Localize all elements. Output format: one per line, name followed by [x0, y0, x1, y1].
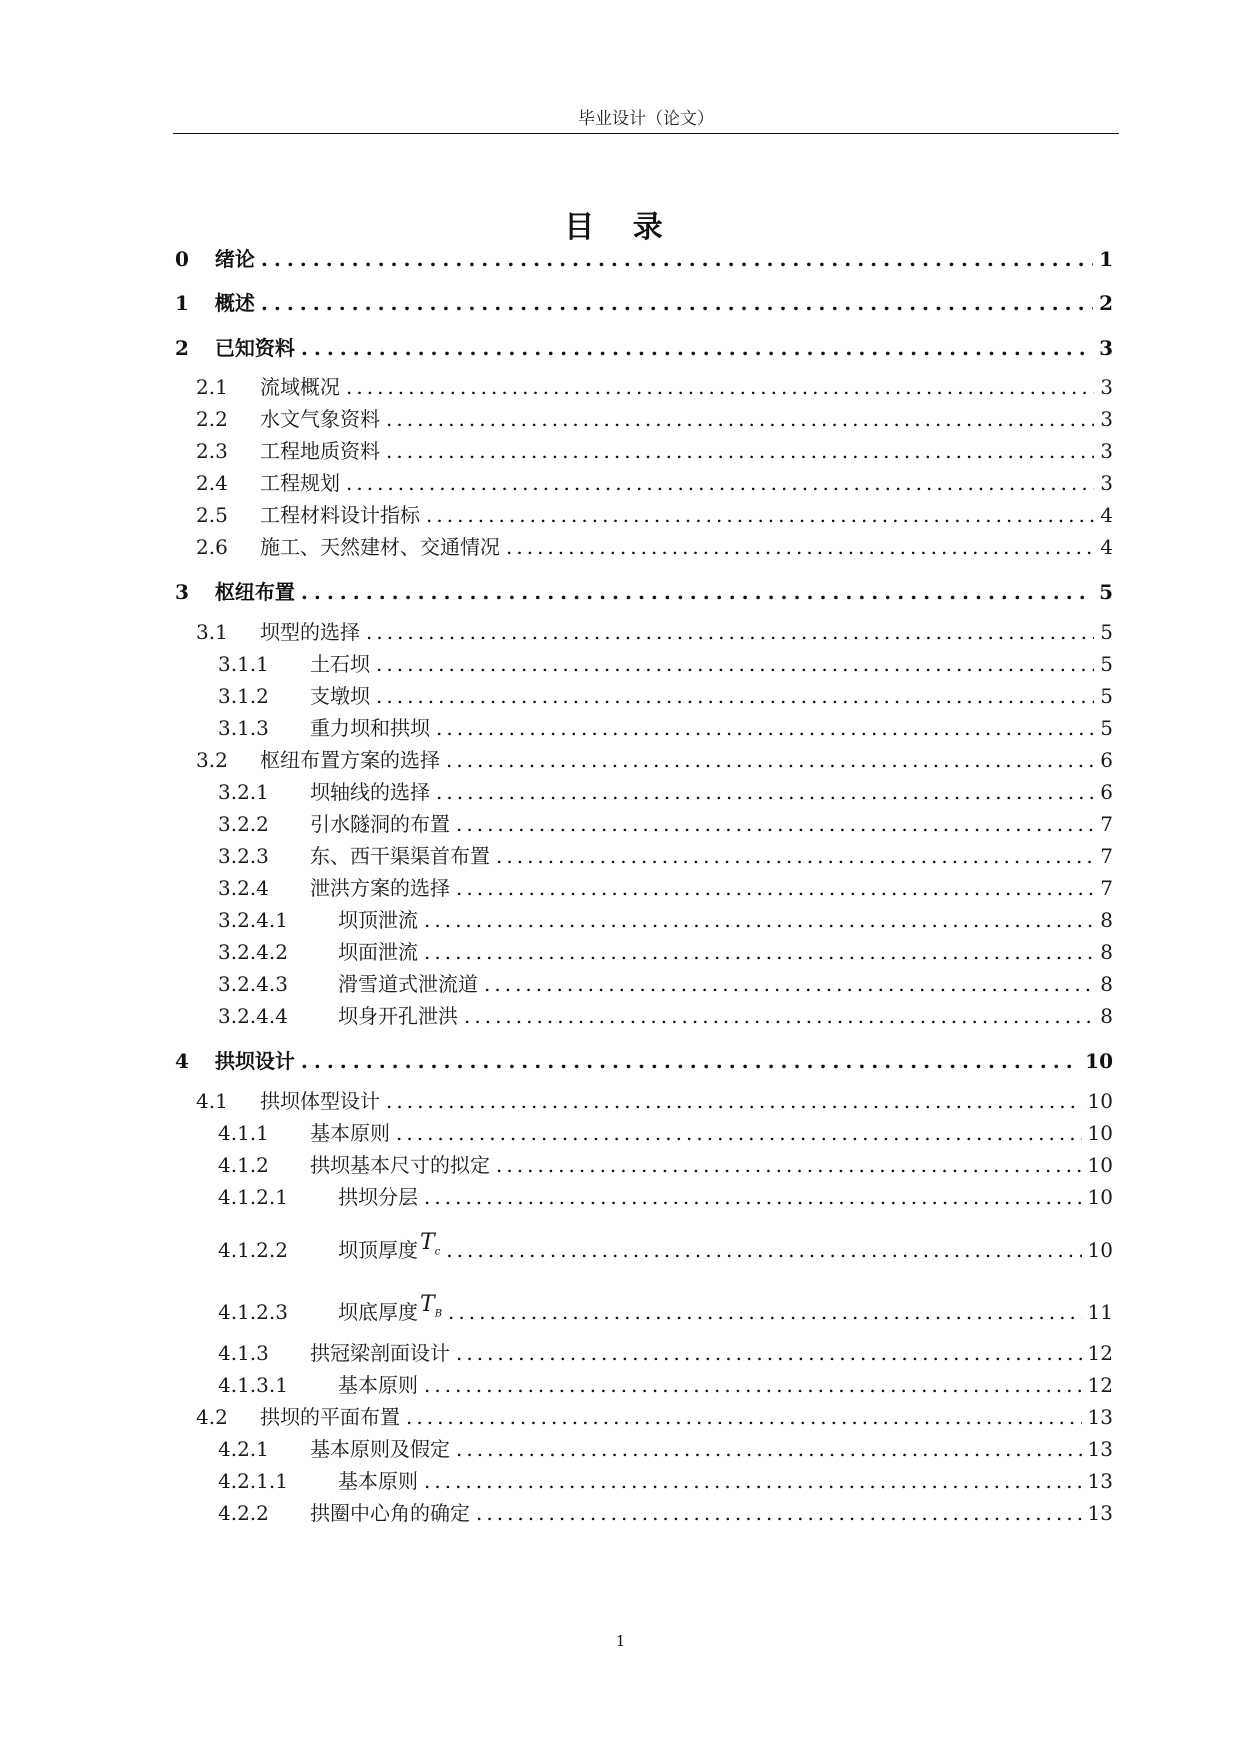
- toc-entry[interactable]: [196, 435, 1113, 464]
- toc-dot-leader: [396, 1121, 1082, 1145]
- toc-dot-leader: [261, 291, 1093, 315]
- toc-entry-page: 2: [1099, 291, 1113, 315]
- toc-dot-leader: [386, 439, 1094, 463]
- toc-dot-leader: [424, 1373, 1082, 1397]
- toc-entry-number: 4: [175, 1049, 189, 1073]
- toc-entry-label: 东、西干渠渠首布置: [310, 844, 490, 868]
- toc-dot-leader: [406, 1405, 1082, 1429]
- toc-entry[interactable]: [175, 576, 1113, 605]
- toc-entry-number: 2: [175, 336, 189, 360]
- toc-entry-number: 4.1.1: [218, 1121, 269, 1145]
- toc-entry-number: 3.2.4.2: [218, 940, 288, 964]
- toc-entry-number: 3.2.4.1: [218, 908, 288, 932]
- toc-entry-page: 10: [1087, 1089, 1113, 1113]
- toc-dot-leader: [446, 1238, 1081, 1262]
- toc-entry-label: 工程地质资料: [260, 439, 380, 463]
- toc-entry[interactable]: [218, 1000, 1113, 1029]
- toc-entry-number: 4.1.2.2: [218, 1238, 288, 1262]
- toc-entry-page: 3: [1100, 407, 1113, 431]
- toc-entry-page: 8: [1100, 940, 1113, 964]
- toc-entry-page: 13: [1087, 1501, 1113, 1525]
- toc-entry-number: 3.2.1: [218, 780, 269, 804]
- toc-entry-label: 坝身开孔泄洪: [338, 1004, 458, 1028]
- toc-dot-leader: [436, 780, 1094, 804]
- toc-entry[interactable]: [196, 1085, 1113, 1114]
- toc-entry-page: 8: [1100, 972, 1113, 996]
- toc-entry-label: 土石坝: [310, 652, 370, 676]
- toc-entry-label: 基本原则及假定: [310, 1437, 450, 1461]
- toc-dot-leader: [424, 1185, 1082, 1209]
- toc-entry-number: 4.1.2.3: [218, 1300, 288, 1324]
- toc-entry[interactable]: [196, 744, 1113, 773]
- toc-entry-number: 4.1.3: [218, 1341, 269, 1365]
- toc-entry-label: 坝面泄流: [338, 940, 418, 964]
- toc-dot-leader: [386, 1089, 1082, 1113]
- toc-entry-label: 工程规划: [260, 471, 340, 495]
- toc-entry-number: 4.2.1: [218, 1437, 269, 1461]
- header-text: 毕业设计（论文）: [578, 109, 714, 129]
- toc-dot-leader: [496, 844, 1094, 868]
- toc-dot-leader: [456, 876, 1094, 900]
- toc-entry[interactable]: [218, 648, 1113, 677]
- toc-entry-label: 绪论: [214, 247, 255, 271]
- toc-entry-page: 10: [1087, 1238, 1113, 1262]
- toc-entry-number: 2.6: [196, 535, 228, 559]
- toc-entry-label: 基本原则: [310, 1121, 390, 1145]
- toc-entry[interactable]: [196, 371, 1113, 400]
- toc-entry[interactable]: [218, 1117, 1113, 1146]
- toc-entry[interactable]: [218, 712, 1113, 741]
- toc-entry-page: 7: [1100, 844, 1113, 868]
- toc-entry-number: 4.2.1.1: [218, 1469, 288, 1493]
- toc-dot-leader: [436, 716, 1094, 740]
- toc-entry-label: 坝底厚度: [338, 1300, 418, 1324]
- toc-entry-number: 4.2: [196, 1405, 228, 1429]
- toc-entry-number: 4.1.3.1: [218, 1373, 288, 1397]
- toc-entry-page: 6: [1100, 748, 1113, 772]
- toc-entry[interactable]: [196, 403, 1113, 432]
- toc-dot-leader: [424, 940, 1094, 964]
- toc-entry-page: 5: [1099, 580, 1113, 604]
- toc-entry-page: 8: [1100, 1004, 1113, 1028]
- header-rule: [173, 133, 1119, 134]
- toc-entry[interactable]: [218, 808, 1113, 837]
- toc-entry-page: 4: [1100, 535, 1113, 559]
- toc-entry-number: 3.2.4.3: [218, 972, 288, 996]
- toc-entry-page: 12: [1087, 1373, 1113, 1397]
- toc-entry[interactable]: [218, 1149, 1113, 1178]
- toc-entry-page: 10: [1087, 1153, 1113, 1177]
- toc-entry-label: 工程材料设计指标: [260, 503, 420, 527]
- toc-entry[interactable]: [175, 1045, 1113, 1074]
- toc-entry-number: 2.5: [196, 503, 228, 527]
- toc-entry[interactable]: [218, 1465, 1113, 1494]
- toc-entry-page: 12: [1087, 1341, 1113, 1365]
- toc-entry-page: 11: [1087, 1300, 1113, 1324]
- toc-entry[interactable]: [196, 499, 1113, 528]
- toc-entry[interactable]: [218, 904, 1113, 933]
- toc-entry-page: 3: [1100, 471, 1113, 495]
- toc-entry-page: 10: [1087, 1121, 1113, 1145]
- toc-dot-leader: [376, 684, 1094, 708]
- toc-entry-page: 5: [1100, 684, 1113, 708]
- toc-entry-page: 3: [1100, 375, 1113, 399]
- toc-entry-number: 3.1.3: [218, 716, 269, 740]
- toc-entry-page: 7: [1100, 876, 1113, 900]
- toc-dot-leader: [506, 535, 1094, 559]
- toc-entry-label: 滑雪道式泄流道: [338, 972, 478, 996]
- toc-entry-number: 1: [175, 291, 189, 315]
- toc-dot-leader: [424, 908, 1094, 932]
- toc-entry[interactable]: [196, 467, 1113, 496]
- toc-dot-leader: [376, 652, 1094, 676]
- toc-dot-leader: [386, 407, 1094, 431]
- page-number: 1: [615, 1632, 626, 1650]
- toc-entry[interactable]: [175, 287, 1113, 316]
- toc-entry[interactable]: [196, 616, 1113, 645]
- toc-entry[interactable]: [218, 840, 1113, 869]
- toc-entry-label: 拱坝设计: [214, 1049, 295, 1073]
- toc-entry[interactable]: [218, 1497, 1113, 1526]
- toc-dot-leader: [476, 1501, 1082, 1525]
- toc-entry-page: 1: [1099, 247, 1113, 271]
- toc-entry[interactable]: [196, 531, 1113, 560]
- toc-dot-leader: [346, 471, 1094, 495]
- toc-entry-symbol: $T_B$: [420, 1292, 443, 1320]
- toc-entry-page: 13: [1087, 1437, 1113, 1461]
- toc-entry-number: 4.1: [196, 1089, 228, 1113]
- toc-entry-label: 坝顶厚度: [338, 1238, 418, 1262]
- toc-entry-number: 3.1.2: [218, 684, 269, 708]
- toc-entry-label: 拱坝基本尺寸的拟定: [310, 1153, 490, 1177]
- toc-entry[interactable]: [218, 1230, 1113, 1265]
- toc-entry-page: 10: [1087, 1185, 1113, 1209]
- toc-entry-number: 3: [175, 580, 189, 604]
- toc-entry-number: 0: [175, 247, 189, 271]
- toc-entry-label: 坝顶泄流: [338, 908, 418, 932]
- toc-entry-label: 重力坝和拱坝: [310, 716, 430, 740]
- toc-entry[interactable]: [218, 1292, 1113, 1327]
- toc-entry[interactable]: [218, 776, 1113, 805]
- toc-entry-number: 3.2.4.4: [218, 1004, 288, 1028]
- toc-entry-page: 7: [1100, 812, 1113, 836]
- toc-entry-number: 4.2.2: [218, 1501, 269, 1525]
- toc-entry-label: 拱冠梁剖面设计: [310, 1341, 450, 1365]
- toc-entry-page: 13: [1087, 1405, 1113, 1429]
- toc-entry-label: 坝型的选择: [260, 620, 360, 644]
- toc-entry-number: 3.2.2: [218, 812, 269, 836]
- toc-dot-leader: [448, 1300, 1082, 1324]
- toc-entry[interactable]: [218, 1369, 1113, 1398]
- toc-entry-label: 支墩坝: [310, 684, 370, 708]
- toc-entry-page: 8: [1100, 908, 1113, 932]
- toc-dot-leader: [426, 503, 1094, 527]
- toc-entry-page: 3: [1099, 336, 1113, 360]
- toc-entry[interactable]: [175, 332, 1113, 361]
- toc-entry-page: 3: [1100, 439, 1113, 463]
- toc-entry-label: 枢纽布置: [214, 580, 295, 604]
- toc-entry-label: 枢纽布置方案的选择: [260, 748, 440, 772]
- toc-dot-leader: [261, 247, 1093, 271]
- toc-dot-leader: [366, 620, 1094, 644]
- toc-entry-number: 3.2.3: [218, 844, 269, 868]
- toc-entry-page: 10: [1085, 1049, 1113, 1073]
- toc-entry-number: 3.2.4: [218, 876, 269, 900]
- toc-entry-label: 已知资料: [214, 336, 295, 360]
- toc-dot-leader: [301, 1049, 1079, 1073]
- toc-dot-leader: [301, 580, 1093, 604]
- toc-entry-number: 2.1: [196, 375, 228, 399]
- toc-dot-leader: [301, 336, 1093, 360]
- toc-entry-label: 拱坝分层: [338, 1185, 418, 1209]
- toc-entry-page: 4: [1100, 503, 1113, 527]
- toc-dot-leader: [456, 1341, 1082, 1365]
- toc-entry[interactable]: [218, 872, 1113, 901]
- toc-entry-label: 拱坝的平面布置: [260, 1405, 400, 1429]
- toc-entry-number: 3.1.1: [218, 652, 269, 676]
- toc-dot-leader: [456, 1437, 1082, 1461]
- toc-entry-number: 3.1: [196, 620, 228, 644]
- toc-entry-label: 基本原则: [338, 1469, 418, 1493]
- toc-entry-number: 4.1.2: [218, 1153, 269, 1177]
- toc-entry[interactable]: [218, 936, 1113, 965]
- toc-entry-page: 5: [1100, 652, 1113, 676]
- toc-entry-page: 5: [1100, 620, 1113, 644]
- toc-dot-leader: [446, 748, 1094, 772]
- toc-entry[interactable]: [196, 1401, 1113, 1430]
- toc-dot-leader: [496, 1153, 1082, 1177]
- toc-entry-number: 3.2: [196, 748, 228, 772]
- toc-entry-number: 2.2: [196, 407, 228, 431]
- toc-entry[interactable]: [175, 243, 1113, 272]
- toc-entry-number: 2.4: [196, 471, 228, 495]
- toc-entry-label: 拱圈中心角的确定: [310, 1501, 470, 1525]
- toc-entry-symbol: $T_c$: [420, 1230, 441, 1258]
- toc-dot-leader: [456, 812, 1094, 836]
- toc-dot-leader: [464, 1004, 1094, 1028]
- toc-entry[interactable]: [218, 680, 1113, 709]
- toc-entry[interactable]: [218, 1181, 1113, 1210]
- toc-entry-label: 引水隧洞的布置: [310, 812, 450, 836]
- toc-entry-label: 水文气象资料: [260, 407, 380, 431]
- toc-entry-page: 5: [1100, 716, 1113, 740]
- toc-entry-label: 流域概况: [260, 375, 340, 399]
- toc-entry-page: 13: [1087, 1469, 1113, 1493]
- toc-dot-leader: [346, 375, 1094, 399]
- toc-entry-label: 坝轴线的选择: [310, 780, 430, 804]
- toc-entry-label: 施工、天然建材、交通情况: [260, 535, 500, 559]
- toc-entry-page: 6: [1100, 780, 1113, 804]
- toc-entry[interactable]: [218, 1433, 1113, 1462]
- toc-entry-label: 泄洪方案的选择: [310, 876, 450, 900]
- toc-entry-label: 基本原则: [338, 1373, 418, 1397]
- toc-entry-label: 概述: [214, 291, 255, 315]
- toc-title: 目 录: [564, 210, 677, 245]
- toc-entry[interactable]: [218, 968, 1113, 997]
- toc-entry[interactable]: [218, 1337, 1113, 1366]
- toc-entry-label: 拱坝体型设计: [260, 1089, 380, 1113]
- toc-dot-leader: [424, 1469, 1082, 1493]
- toc-dot-leader: [484, 972, 1094, 996]
- toc-entry-number: 4.1.2.1: [218, 1185, 288, 1209]
- toc-entry-number: 2.3: [196, 439, 228, 463]
